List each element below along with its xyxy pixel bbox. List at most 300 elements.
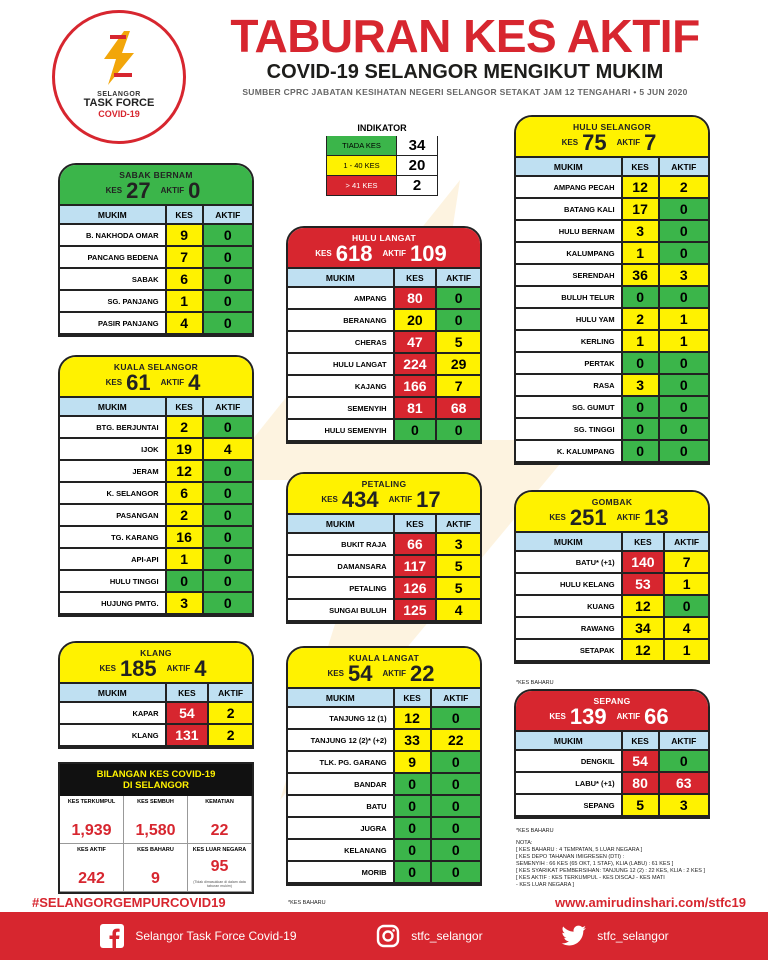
twitter-link[interactable] bbox=[561, 923, 668, 949]
table-header-row bbox=[288, 515, 480, 533]
mukim-name: RASA bbox=[516, 374, 622, 396]
kes-value: 7 bbox=[166, 246, 203, 268]
table-row bbox=[516, 242, 708, 264]
aktif-value: 2 bbox=[208, 702, 252, 724]
totals-title: BILANGAN KES COVID-19 bbox=[96, 769, 216, 780]
total-cell bbox=[60, 844, 124, 892]
table-row bbox=[288, 861, 480, 883]
aktif-value: 68 bbox=[436, 397, 480, 419]
kes-value: 12 bbox=[622, 176, 659, 198]
kes-label: KES bbox=[105, 186, 123, 195]
aktif-value: 0 bbox=[203, 570, 252, 592]
district-header bbox=[60, 165, 252, 206]
col-mukim: MUKIM bbox=[60, 684, 166, 702]
district-aktif: 4 bbox=[194, 656, 207, 681]
kes-value: 9 bbox=[166, 224, 203, 246]
total-small-note: (Tidak dimasukkan di dalam data taburan mukim) bbox=[193, 880, 246, 888]
total-label: KES SEMBUH bbox=[137, 799, 174, 805]
kes-value: 131 bbox=[166, 724, 209, 746]
aktif-value: 0 bbox=[203, 268, 252, 290]
district-header bbox=[60, 357, 252, 398]
aktif-value: 0 bbox=[431, 773, 480, 795]
aktif-value: 63 bbox=[659, 772, 708, 794]
table-row bbox=[288, 795, 480, 817]
mukim-name: SG. GUMUT bbox=[516, 396, 622, 418]
kes-value: 0 bbox=[394, 839, 431, 861]
mukim-name: TANJUNG 12 (2)* (+2) bbox=[288, 729, 394, 751]
aktif-value: 1 bbox=[664, 639, 708, 661]
aktif-value: 0 bbox=[431, 839, 480, 861]
aktif-label: AKTIF bbox=[166, 664, 191, 673]
aktif-value: 0 bbox=[203, 246, 252, 268]
kes-value: 1 bbox=[622, 330, 659, 352]
mukim-name: KALUMPANG bbox=[516, 242, 622, 264]
district-kes: 27 bbox=[126, 178, 151, 203]
mukim-name: LABU* (+1) bbox=[516, 772, 622, 794]
total-value: 9 bbox=[151, 870, 160, 887]
table-row bbox=[60, 482, 252, 504]
mukim-name: PETALING bbox=[288, 577, 394, 599]
table-row bbox=[288, 817, 480, 839]
mukim-name: MORIB bbox=[288, 861, 394, 883]
aktif-value: 0 bbox=[203, 460, 252, 482]
mukim-name: BATU* (+1) bbox=[516, 551, 622, 573]
district-aktif: 109 bbox=[410, 241, 447, 266]
aktif-value: 5 bbox=[436, 555, 480, 577]
aktif-value: 3 bbox=[659, 794, 708, 816]
aktif-value: 2 bbox=[208, 724, 252, 746]
source-line: SUMBER CPRC JABATAN KESIHATAN NEGERI SELANGOR SETAKAT JAM 12 TENGAHARI • 5 JUN 2020 bbox=[242, 87, 688, 97]
aktif-value: 2 bbox=[659, 176, 708, 198]
kes-value: 12 bbox=[622, 595, 665, 617]
aktif-value: 0 bbox=[431, 795, 480, 817]
district-name: SEPANG bbox=[593, 696, 631, 706]
aktif-value: 0 bbox=[659, 286, 708, 308]
kes-value: 126 bbox=[394, 577, 437, 599]
mukim-name: HULU BERNAM bbox=[516, 220, 622, 242]
mukim-name: HULU KELANG bbox=[516, 573, 622, 595]
table-row bbox=[60, 224, 252, 246]
aktif-label: AKTIF bbox=[388, 495, 413, 504]
aktif-value: 7 bbox=[436, 375, 480, 397]
table-row bbox=[288, 729, 480, 751]
aktif-value: 0 bbox=[203, 482, 252, 504]
kes-value: 47 bbox=[394, 331, 437, 353]
indicator-label: TIADA KES bbox=[327, 136, 397, 155]
table-row bbox=[60, 268, 252, 290]
total-cell bbox=[188, 796, 252, 844]
kes-label: KES bbox=[315, 249, 332, 258]
district-aktif: 7 bbox=[644, 130, 657, 155]
district-summary bbox=[60, 180, 252, 204]
table-row bbox=[60, 312, 252, 334]
facebook-link[interactable] bbox=[99, 923, 296, 949]
kes-value: 0 bbox=[166, 570, 203, 592]
table-header-row bbox=[516, 158, 708, 176]
district-card-klang bbox=[58, 641, 254, 749]
kes-label: KES bbox=[99, 664, 116, 673]
table-row bbox=[516, 617, 708, 639]
kes-value: 19 bbox=[166, 438, 203, 460]
kes-value: 54 bbox=[622, 750, 659, 772]
total-value: 242 bbox=[78, 870, 105, 887]
mukim-name: IJOK bbox=[60, 438, 166, 460]
aktif-value: 4 bbox=[664, 617, 708, 639]
table-row bbox=[516, 573, 708, 595]
district-summary bbox=[60, 372, 252, 396]
kes-value: 1 bbox=[166, 290, 203, 312]
mukim-name: BERANANG bbox=[288, 309, 394, 331]
district-card-sabak-bernam bbox=[58, 163, 254, 337]
col-mukim: MUKIM bbox=[288, 689, 394, 707]
col-aktif: AKTIF bbox=[659, 158, 708, 176]
aktif-value: 3 bbox=[436, 533, 480, 555]
kes-label: KES bbox=[549, 513, 566, 522]
aktif-value: 0 bbox=[436, 287, 480, 309]
table-row bbox=[516, 772, 708, 794]
footnote-kuala-langat: *KES BAHARU bbox=[288, 900, 326, 906]
totals-grid bbox=[60, 796, 252, 892]
district-kes: 434 bbox=[341, 487, 379, 512]
district-aktif: 66 bbox=[644, 704, 669, 729]
aktif-value: 0 bbox=[659, 418, 708, 440]
district-summary bbox=[516, 132, 708, 156]
district-summary bbox=[516, 507, 708, 531]
aktif-label: AKTIF bbox=[160, 186, 185, 195]
table-row bbox=[288, 397, 480, 419]
district-summary bbox=[288, 243, 480, 267]
col-mukim: MUKIM bbox=[60, 206, 166, 224]
col-mukim: MUKIM bbox=[516, 732, 622, 750]
total-value: 22 bbox=[210, 822, 229, 839]
mukim-name: HUJUNG PMTG. bbox=[60, 592, 166, 614]
facebook-icon bbox=[99, 923, 125, 949]
indicator-value: 34 bbox=[397, 136, 437, 155]
aktif-value: 0 bbox=[431, 817, 480, 839]
aktif-value: 0 bbox=[203, 290, 252, 312]
mukim-name: TG. KARANG bbox=[60, 526, 166, 548]
table-row bbox=[516, 396, 708, 418]
instagram-icon bbox=[375, 923, 401, 949]
header bbox=[200, 10, 730, 97]
indicator-label: > 41 KES bbox=[327, 176, 397, 195]
aktif-value: 0 bbox=[659, 396, 708, 418]
note-line: - KES LUAR NEGARA ] bbox=[516, 882, 575, 888]
kes-label: KES bbox=[321, 495, 338, 504]
kes-value: 0 bbox=[622, 352, 659, 374]
table-row bbox=[288, 773, 480, 795]
logo-name: TASK FORCE bbox=[83, 97, 155, 109]
aktif-value: 1 bbox=[659, 330, 708, 352]
kes-value: 1 bbox=[166, 548, 203, 570]
mukim-name: SG. TINGGI bbox=[516, 418, 622, 440]
district-name: KUALA SELANGOR bbox=[113, 362, 199, 372]
table-header-row bbox=[516, 732, 708, 750]
district-aktif: 22 bbox=[410, 661, 435, 686]
col-kes: KES bbox=[166, 398, 203, 416]
mukim-name: B. NAKHODA OMAR bbox=[60, 224, 166, 246]
mukim-name: BTG. BERJUNTAI bbox=[60, 416, 166, 438]
mukim-name: KAPAR bbox=[60, 702, 166, 724]
col-kes: KES bbox=[394, 269, 437, 287]
table-row bbox=[60, 290, 252, 312]
kes-value: 17 bbox=[622, 198, 659, 220]
col-kes: KES bbox=[166, 206, 203, 224]
logo-state: SELANGOR bbox=[97, 91, 141, 98]
aktif-value: 3 bbox=[659, 264, 708, 286]
district-kes: 251 bbox=[569, 505, 607, 530]
aktif-value: 0 bbox=[659, 198, 708, 220]
kes-value: 12 bbox=[622, 639, 665, 661]
table-row bbox=[60, 438, 252, 460]
note-line: NOTA: bbox=[516, 840, 533, 846]
total-cell bbox=[124, 796, 188, 844]
kes-value: 6 bbox=[166, 482, 203, 504]
mukim-table bbox=[288, 689, 480, 884]
totals-title-2: DI SELANGOR bbox=[123, 780, 189, 791]
col-kes: KES bbox=[166, 684, 209, 702]
table-header-row bbox=[516, 533, 708, 551]
mukim-name: HULU SEMENYIH bbox=[288, 419, 394, 441]
mukim-name: BANDAR bbox=[288, 773, 394, 795]
mukim-name: TANJUNG 12 (1) bbox=[288, 707, 394, 729]
aktif-value: 29 bbox=[436, 353, 480, 375]
page-title: TABURAN KES AKTIF bbox=[230, 10, 700, 62]
kes-value: 0 bbox=[394, 773, 431, 795]
table-row bbox=[60, 702, 252, 724]
district-aktif: 13 bbox=[644, 505, 669, 530]
col-aktif: AKTIF bbox=[431, 689, 480, 707]
table-header-row bbox=[288, 689, 480, 707]
kes-value: 166 bbox=[394, 375, 437, 397]
mukim-name: TLK. PG. GARANG bbox=[288, 751, 394, 773]
aktif-value: 0 bbox=[659, 440, 708, 462]
facebook-label: Selangor Task Force Covid-19 bbox=[135, 929, 297, 943]
total-cell bbox=[124, 844, 188, 892]
district-card-hulu-selangor bbox=[514, 115, 710, 465]
selangor-totals-box bbox=[58, 762, 254, 894]
table-header-row bbox=[288, 269, 480, 287]
mukim-name: SETAPAK bbox=[516, 639, 622, 661]
aktif-label: AKTIF bbox=[160, 378, 185, 387]
aktif-value: 0 bbox=[659, 352, 708, 374]
indicator-value: 20 bbox=[397, 156, 437, 175]
kes-value: 6 bbox=[166, 268, 203, 290]
mukim-name: BATANG KALI bbox=[516, 198, 622, 220]
kes-value: 4 bbox=[166, 312, 203, 334]
district-header bbox=[288, 228, 480, 269]
indicator-legend bbox=[326, 123, 438, 196]
district-summary bbox=[60, 658, 252, 682]
mukim-name: PASIR PANJANG bbox=[60, 312, 166, 334]
mukim-name: CHERAS bbox=[288, 331, 394, 353]
indicator-row bbox=[326, 136, 438, 156]
kes-label: KES bbox=[549, 712, 566, 721]
table-row bbox=[288, 839, 480, 861]
website-link[interactable]: www.amirudinshari.com/stfc19 bbox=[555, 895, 746, 910]
district-card-sepang bbox=[514, 689, 710, 819]
aktif-value: 0 bbox=[659, 750, 708, 772]
aktif-label: AKTIF bbox=[616, 138, 641, 147]
table-row bbox=[516, 352, 708, 374]
table-row bbox=[516, 198, 708, 220]
table-row bbox=[60, 246, 252, 268]
table-row bbox=[288, 331, 480, 353]
mukim-table bbox=[288, 515, 480, 622]
total-label: KES LUAR NEGARA bbox=[192, 847, 247, 853]
aktif-value: 4 bbox=[203, 438, 252, 460]
note-line: [ KES SYARIKAT PEMBERSIHAN: TANJUNG 12 (2) : 22 KES, KLIA : 2 KES ] bbox=[516, 868, 706, 874]
total-label: KES TERKUMPUL bbox=[67, 799, 116, 805]
aktif-value: 7 bbox=[664, 551, 708, 573]
table-row bbox=[516, 418, 708, 440]
table-row bbox=[516, 264, 708, 286]
table-row bbox=[516, 750, 708, 772]
aktif-value: 0 bbox=[203, 592, 252, 614]
kes-value: 0 bbox=[394, 817, 431, 839]
district-name: KLANG bbox=[140, 648, 172, 658]
table-row bbox=[288, 577, 480, 599]
district-name: SABAK BERNAM bbox=[119, 170, 193, 180]
mukim-name: JERAM bbox=[60, 460, 166, 482]
instagram-label: stfc_selangor bbox=[411, 929, 483, 943]
table-row bbox=[288, 353, 480, 375]
totals-header bbox=[60, 764, 252, 796]
mukim-name: HULU LANGAT bbox=[288, 353, 394, 375]
col-kes: KES bbox=[622, 732, 659, 750]
table-row bbox=[288, 599, 480, 621]
aktif-value: 0 bbox=[431, 861, 480, 883]
table-row bbox=[60, 460, 252, 482]
instagram-link[interactable] bbox=[375, 923, 482, 949]
district-header bbox=[516, 492, 708, 533]
kes-value: 80 bbox=[622, 772, 659, 794]
district-header bbox=[516, 691, 708, 732]
table-row bbox=[288, 287, 480, 309]
table-row bbox=[60, 526, 252, 548]
table-header-row bbox=[60, 684, 252, 702]
mukim-name: SG. PANJANG bbox=[60, 290, 166, 312]
col-aktif: AKTIF bbox=[659, 732, 708, 750]
footer-bar bbox=[0, 912, 768, 960]
twitter-label: stfc_selangor bbox=[597, 929, 669, 943]
table-row bbox=[288, 419, 480, 441]
district-name: KUALA LANGAT bbox=[348, 653, 420, 663]
kes-value: 0 bbox=[394, 861, 431, 883]
mukim-name: KERLING bbox=[516, 330, 622, 352]
total-label: KES AKTIF bbox=[77, 847, 106, 853]
total-value: 1,939 bbox=[71, 822, 112, 839]
kes-value: 36 bbox=[622, 264, 659, 286]
district-summary bbox=[288, 489, 480, 513]
district-card-hulu-langat bbox=[286, 226, 482, 444]
aktif-value: 0 bbox=[203, 224, 252, 246]
mukim-name: SERENDAH bbox=[516, 264, 622, 286]
logo-covid: COVID-19 bbox=[98, 109, 140, 119]
col-mukim: MUKIM bbox=[60, 398, 166, 416]
table-row bbox=[516, 440, 708, 462]
mukim-name: BUKIT RAJA bbox=[288, 533, 394, 555]
mukim-name: SEMENYIH bbox=[288, 397, 394, 419]
hashtag: #SELANGORGEMPURCOVID19 bbox=[32, 895, 226, 910]
district-name: HULU SELANGOR bbox=[572, 122, 652, 132]
mukim-name: SABAK bbox=[60, 268, 166, 290]
aktif-value: 0 bbox=[659, 220, 708, 242]
aktif-value: 0 bbox=[436, 419, 480, 441]
aktif-value: 0 bbox=[659, 242, 708, 264]
table-header-row bbox=[60, 398, 252, 416]
district-kes: 75 bbox=[582, 130, 607, 155]
table-row bbox=[516, 176, 708, 198]
table-row bbox=[288, 751, 480, 773]
col-mukim: MUKIM bbox=[288, 515, 394, 533]
col-aktif: AKTIF bbox=[664, 533, 708, 551]
mukim-name: K. SELANGOR bbox=[60, 482, 166, 504]
kes-value: 12 bbox=[166, 460, 203, 482]
table-row bbox=[516, 286, 708, 308]
table-row bbox=[516, 595, 708, 617]
mukim-table bbox=[516, 158, 708, 463]
mukim-name: BATU bbox=[288, 795, 394, 817]
kes-value: 81 bbox=[394, 397, 437, 419]
total-cell bbox=[188, 844, 252, 892]
district-name: HULU LANGAT bbox=[351, 233, 417, 243]
total-value: 95 bbox=[210, 858, 229, 875]
district-aktif: 17 bbox=[416, 487, 441, 512]
mukim-table bbox=[516, 732, 708, 817]
indicator-row bbox=[326, 176, 438, 196]
note-line: SEMENYIH : 66 KES (65 OKT, 1 STAF), KLIA (LABU) : 61 KES ] bbox=[516, 861, 674, 867]
table-row bbox=[60, 724, 252, 746]
kes-value: 54 bbox=[166, 702, 209, 724]
col-aktif: AKTIF bbox=[208, 684, 252, 702]
kes-value: 2 bbox=[622, 308, 659, 330]
kes-value: 117 bbox=[394, 555, 437, 577]
table-row bbox=[60, 416, 252, 438]
mukim-name: DENGKIL bbox=[516, 750, 622, 772]
kes-value: 3 bbox=[622, 220, 659, 242]
kes-value: 16 bbox=[166, 526, 203, 548]
table-row bbox=[288, 555, 480, 577]
mukim-table bbox=[60, 206, 252, 335]
aktif-value: 5 bbox=[436, 331, 480, 353]
kes-value: 140 bbox=[622, 551, 665, 573]
aktif-label: AKTIF bbox=[382, 249, 406, 258]
col-mukim: MUKIM bbox=[288, 269, 394, 287]
mukim-name: KAJANG bbox=[288, 375, 394, 397]
total-value: 1,580 bbox=[135, 822, 176, 839]
mukim-name: SEPANG bbox=[516, 794, 622, 816]
table-row bbox=[288, 707, 480, 729]
aktif-value: 0 bbox=[664, 595, 708, 617]
district-summary bbox=[288, 663, 480, 687]
kes-label: KES bbox=[105, 378, 123, 387]
aktif-value: 1 bbox=[664, 573, 708, 595]
kes-value: 0 bbox=[622, 396, 659, 418]
table-row bbox=[516, 308, 708, 330]
aktif-value: 1 bbox=[659, 308, 708, 330]
total-cell bbox=[60, 796, 124, 844]
lightning-bolt-icon bbox=[96, 29, 142, 87]
mukim-table bbox=[60, 398, 252, 615]
kes-value: 224 bbox=[394, 353, 437, 375]
note-line: [ KES DEPO TAHANAN IMIGRESEN (DTI) : bbox=[516, 854, 624, 860]
twitter-icon bbox=[561, 923, 587, 949]
mukim-name: AMPANG bbox=[288, 287, 394, 309]
col-kes: KES bbox=[622, 158, 659, 176]
kes-value: 34 bbox=[622, 617, 665, 639]
aktif-value: 4 bbox=[436, 599, 480, 621]
